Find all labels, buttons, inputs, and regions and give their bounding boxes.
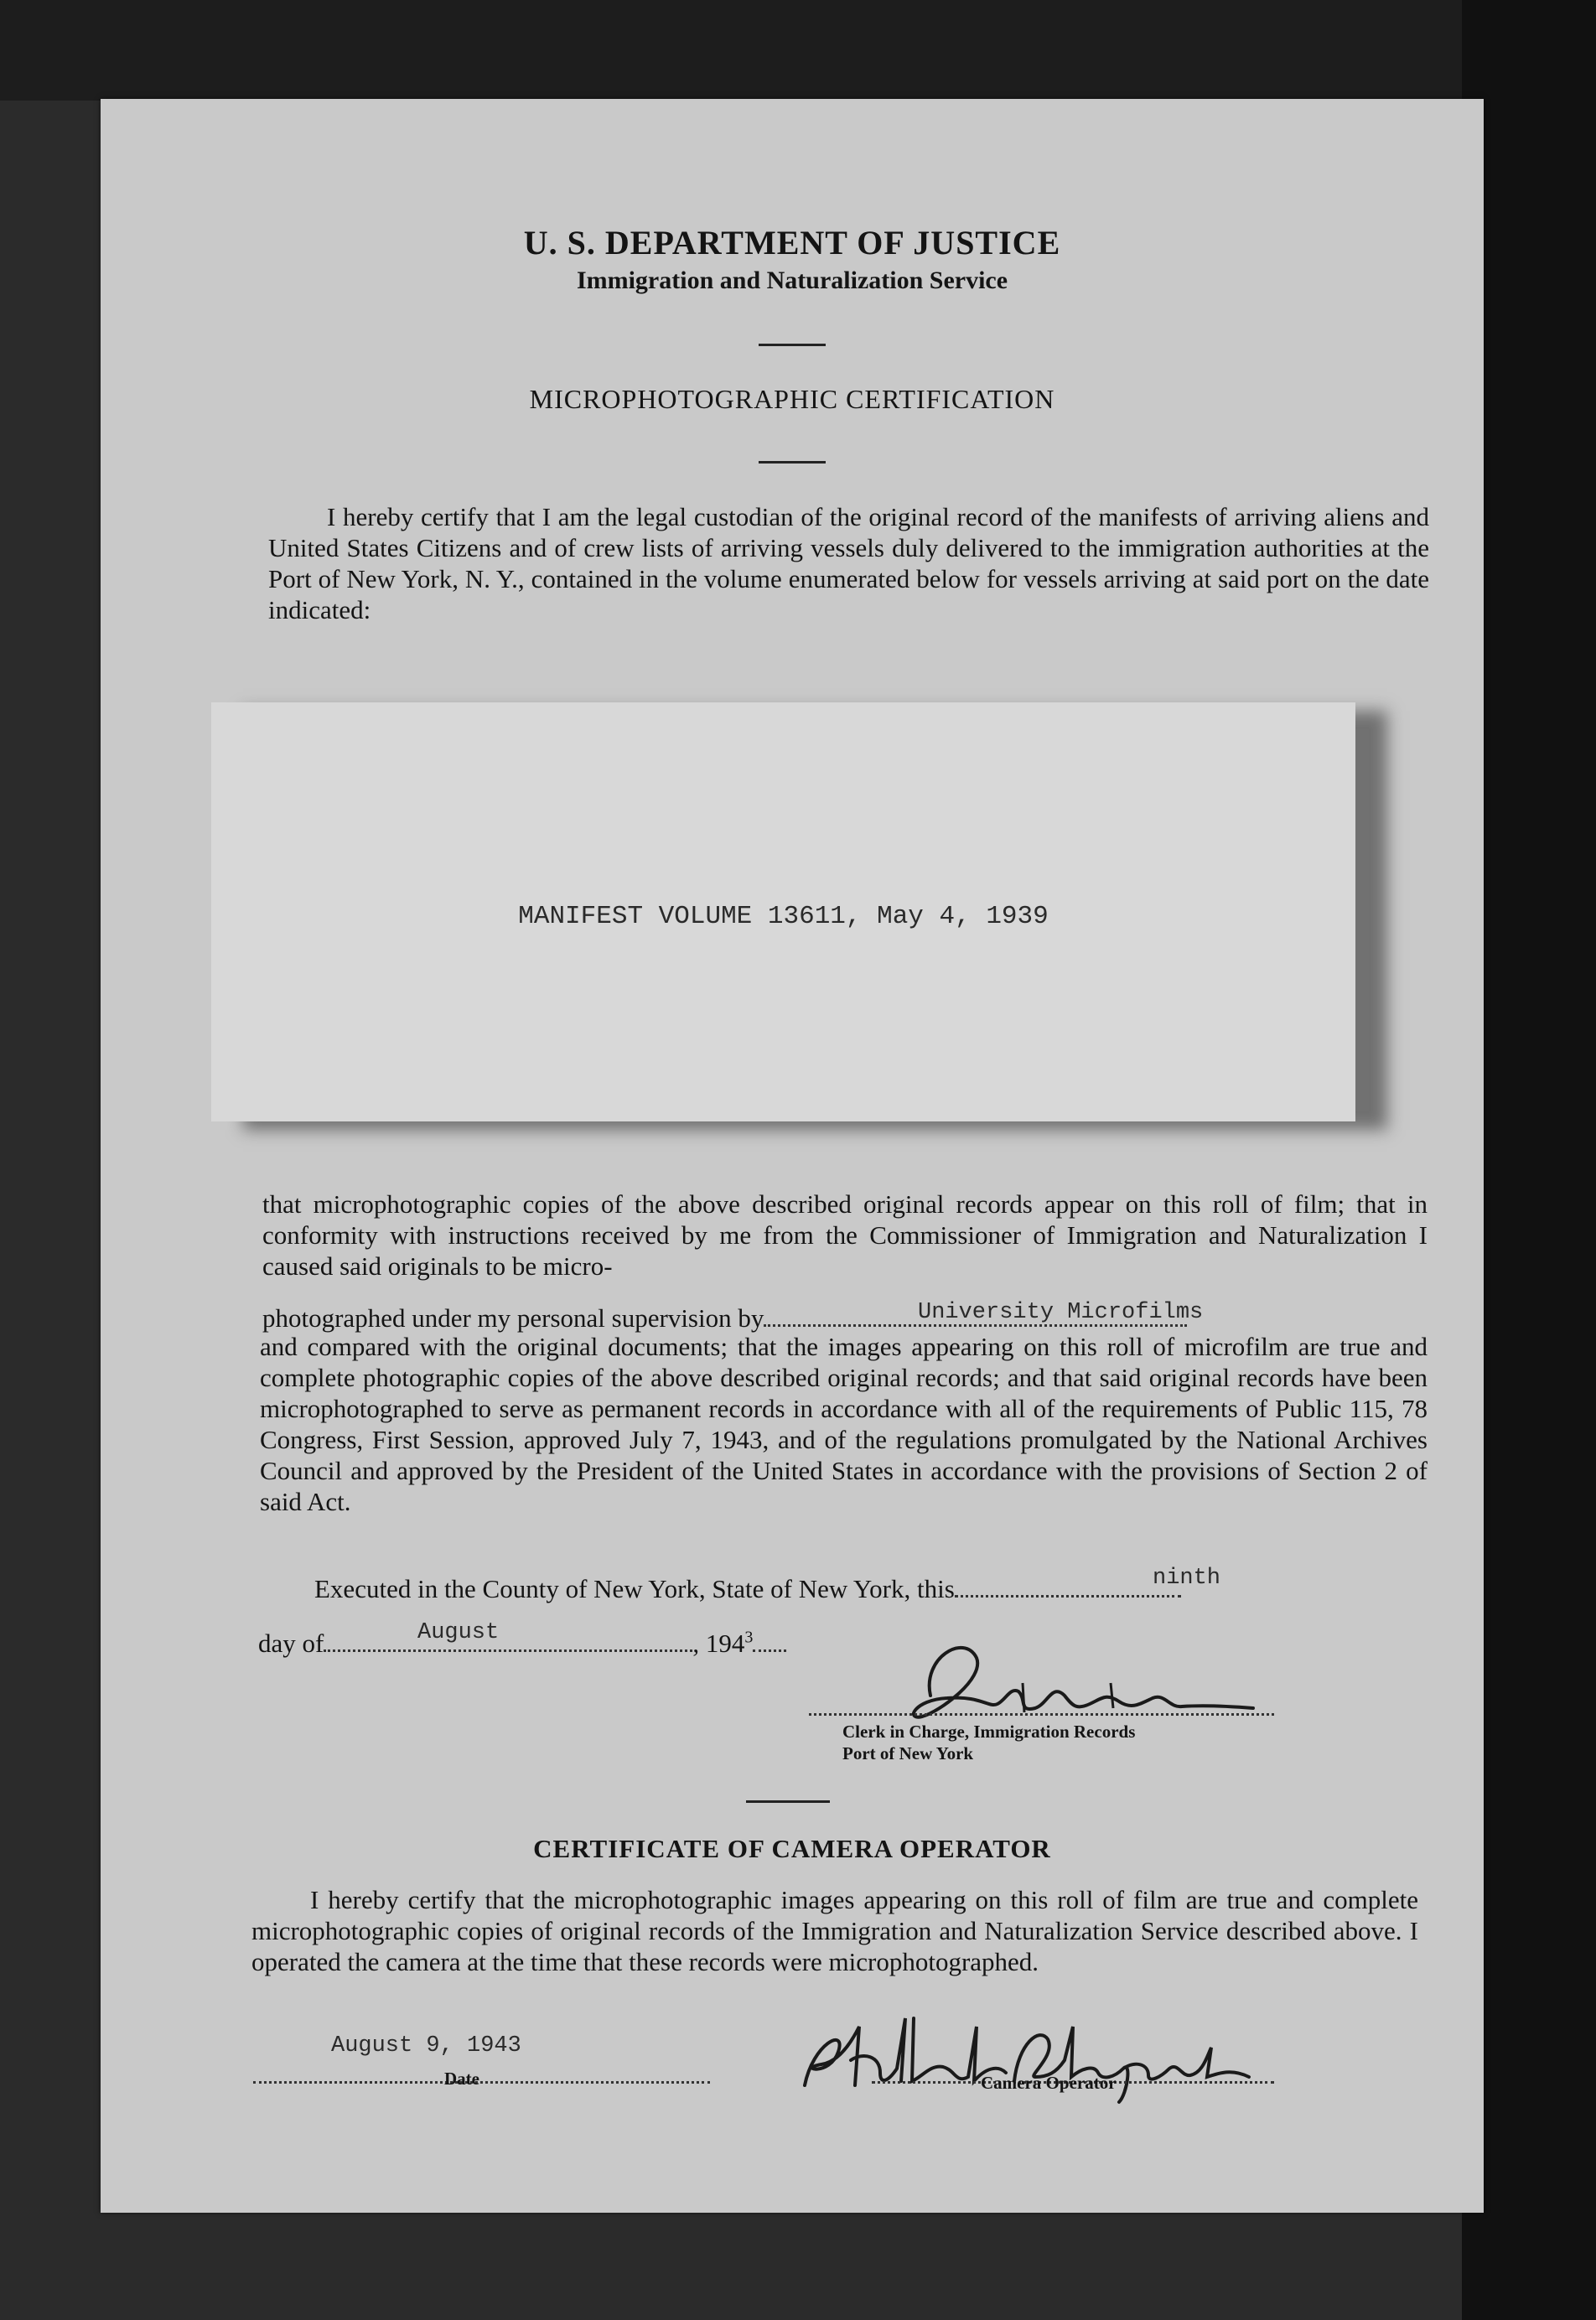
date-line <box>253 2056 710 2084</box>
month-value: August <box>417 1620 500 1645</box>
executed-line <box>314 1570 1181 1604</box>
executed-prefix: Executed in the County of New York, State of New York, this <box>314 1574 955 1603</box>
divider <box>746 1800 830 1803</box>
camera-operator-text: I hereby certify that the microphotographic images appearing on this roll of film are true and complete microphotographic copies of original records of the Immigration and Naturalization Service described above. I operated the camera at the time that these records were microphotographed. <box>251 1885 1418 1976</box>
supervision-prefix: photographed under my personal supervision by <box>262 1303 764 1333</box>
camera-operator-label: Camera Operator <box>981 2073 1117 2093</box>
date-label: Date <box>444 2069 479 2089</box>
camera-date-value: August 9, 1943 <box>331 2033 521 2058</box>
executed-day: ninth <box>1153 1566 1221 1591</box>
divider <box>759 344 826 346</box>
certification-body-start: that microphotographic copies of the above described original records appear on this roll of film; that in conformity with instructions received by me from the Commissioner of Immigration and Naturalization I caused said originals to be micro- <box>262 1189 1428 1281</box>
service-subheading: Immigration and Naturalization Service <box>576 267 1008 294</box>
certification-title: MICROPHOTOGRAPHIC CERTIFICATION <box>529 384 1055 414</box>
clerk-title: Clerk in Charge, Immigration Records <box>842 1722 1136 1742</box>
certification-intro: I hereby certify that I am the legal custodian of the original record of the manifests of arriving aliens and United States Citizens and of crew lists of arriving vessels duly delivered to the immigration authorities at the Port of New York, N. Y., contained in the volume enumerated below for vessels arriving at said port on the date indicated: <box>268 502 1429 624</box>
year-suffix: 3 <box>744 1628 754 1647</box>
dotted-line <box>955 1570 1181 1598</box>
certification-body-rest: and compared with the original documents; that the images appearing on this roll of microfilm are true and complete photographic copies of the above described original records; and that said original records have been microphotographed to serve as permanent records in accordance with all of the requirements of Public 115, 78 Congress, First Session, approved July 7, 1943, and of the regulations promulgated by the National Archives Council and approved by the President of the United States in accordance with the provisions of Section 2 of said Act. <box>260 1332 1428 1516</box>
camera-operator-title: CERTIFICATE OF CAMERA OPERATOR <box>533 1834 1051 1863</box>
dotted-line <box>324 1624 692 1652</box>
year-prefix: , 194 <box>692 1629 745 1658</box>
department-heading: U. S. DEPARTMENT OF JUSTICE <box>523 224 1061 262</box>
certificate-page <box>101 99 1484 2213</box>
day-of-line <box>258 1624 786 1659</box>
dotted-line <box>753 1624 786 1652</box>
clerk-location: Port of New York <box>842 1743 974 1763</box>
divider <box>759 461 826 463</box>
manifest-volume-text: MANIFEST VOLUME 13611, May 4, 1939 <box>518 902 1049 931</box>
supervisor-name: University Microfilms <box>918 1300 1204 1325</box>
day-of-label: day of <box>258 1629 324 1658</box>
clerk-signature-line <box>809 1688 1274 1716</box>
film-edge-top <box>0 0 1596 101</box>
manifest-card <box>211 702 1355 1121</box>
